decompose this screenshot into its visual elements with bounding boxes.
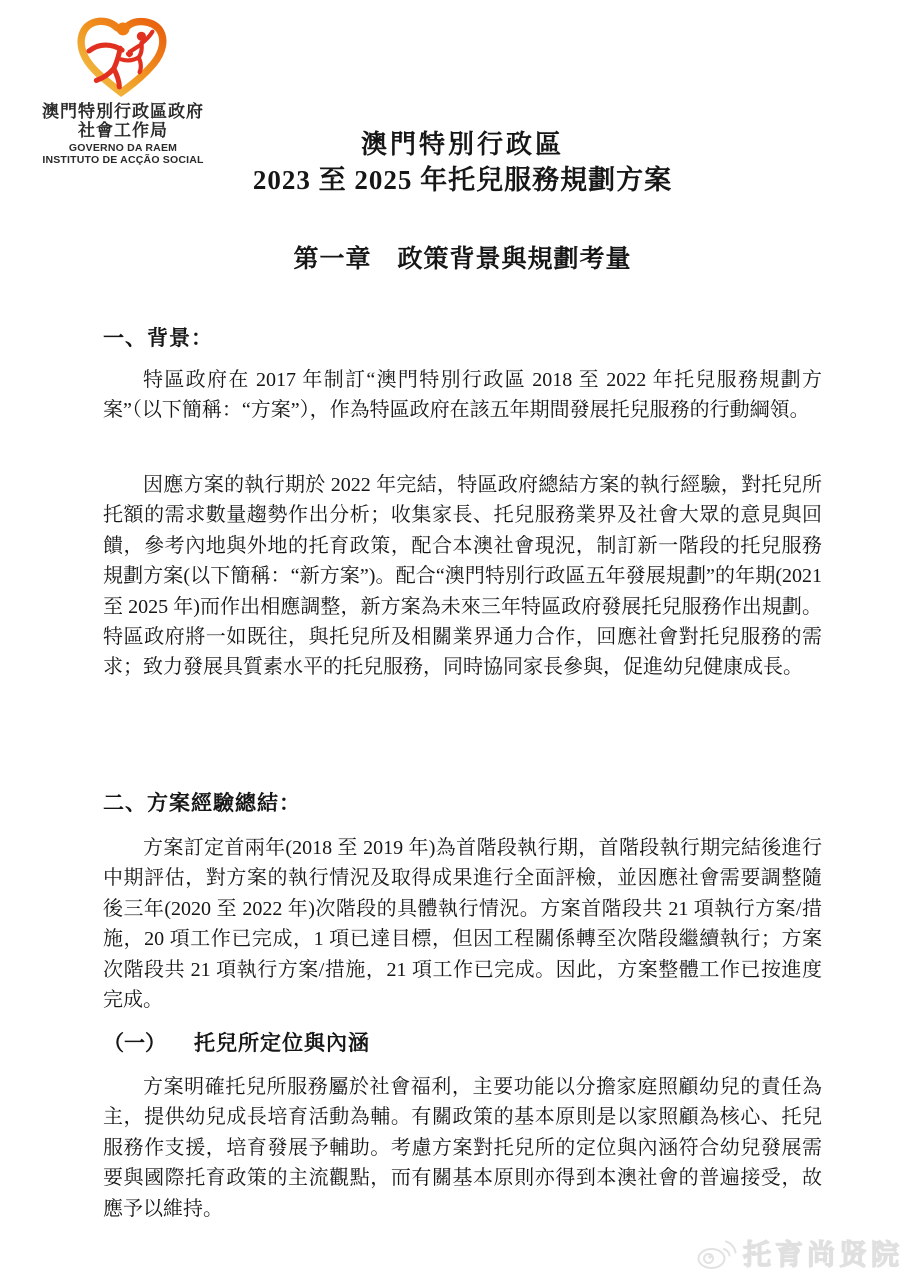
watermark	[696, 1233, 903, 1273]
document-title	[99, 128, 826, 199]
section-heading-background: 一、背景：	[103, 326, 213, 350]
org-name-zh-line2: 社會工作局	[78, 121, 168, 140]
paragraph-positioning-1: 方案明確托兒所服務屬於社會福利，主要功能以分擔家庭照顧幼兒的責任為主，提供幼兒成長培育活動為輔。有關政策的基本原則是以家照顧為核心、托兒服務作支援，培育發展予輔助。考慮方案對托兒所的定位與內涵符合幼兒發展需要與國際托育政策的主流觀點，而有關基本原則亦得到本澳社會的普遍接受，故應予以維持。	[103, 1076, 822, 1220]
subsection-heading-positioning	[103, 1030, 370, 1056]
org-name-zh-line1: 澳門特別行政區政府	[42, 102, 204, 121]
paragraph-summary-1: 方案訂定首兩年(2018 至 2019 年)為首階段執行期，首階段執行期完結後進行中期評估，對方案的執行情況及取得成果進行全面評檢，並因應社會需要調整隨後三年(2020 至 2022 年)次階段的具體執行情況。方案首階段共 21 項執行方案/措施，20 項工作已完成，1 項已達目標，但因工程關係轉至次階段繼續執行；方案次階段共 21 項執行方案/措施，21 項工作已完成。因此，方案整體工作已按進度完成。	[103, 837, 822, 1012]
document-title-line1: 澳門特別行政區	[360, 130, 564, 159]
chapter-heading: 第一章 政策背景與規劃考量	[293, 246, 632, 273]
subsection-title: 托兒所定位與內涵	[194, 1031, 370, 1055]
heart-figures-logo-icon	[77, 12, 169, 102]
document-title-line2: 2023 至 2025 年托兒服務規劃方案	[252, 165, 673, 195]
org-name-pt-line2: INSTITUTO DE ACÇÃO SOCIAL	[42, 153, 204, 166]
org-name-pt-line1: GOVERNO DA RAEM	[68, 142, 178, 154]
section-heading-summary: 二、方案經驗總結：	[103, 791, 301, 815]
weibo-icon	[696, 1236, 738, 1270]
paragraph-background-2: 因應方案的執行期於 2022 年完結，特區政府總結方案的執行經驗，對托兒所托額的需求數量趨勢作出分析；收集家長、托兒服務業界及社會大眾的意見與回饋，參考內地與外地的托育政策，配合本澳社會現況，制訂新一階段的托兒服務規劃方案(以下簡稱：“新方案”)。配合“澳門特別行政區五年發展規劃”的年期(2021 至 2025 年)而作出相應調整，新方案為未來三年特區政府發展托兒服務作出規劃。特區政府將一如既往，與托兒所及相關業界通力合作，回應社會對托兒服務的需求；致力發展具質素水平的托兒服務，同時協同家長參與，促進幼兒健康成長。	[103, 474, 822, 679]
watermark-text: 托育尚贤院	[742, 1239, 903, 1270]
paragraph-background-1: 特區政府在 2017 年制訂“澳門特別行政區 2018 至 2022 年托兒服務規劃方案”（以下簡稱：“方案”），作為特區政府在該五年期間發展托兒服務的行動綱領。	[103, 369, 822, 422]
subsection-number: （一）	[103, 1031, 166, 1055]
